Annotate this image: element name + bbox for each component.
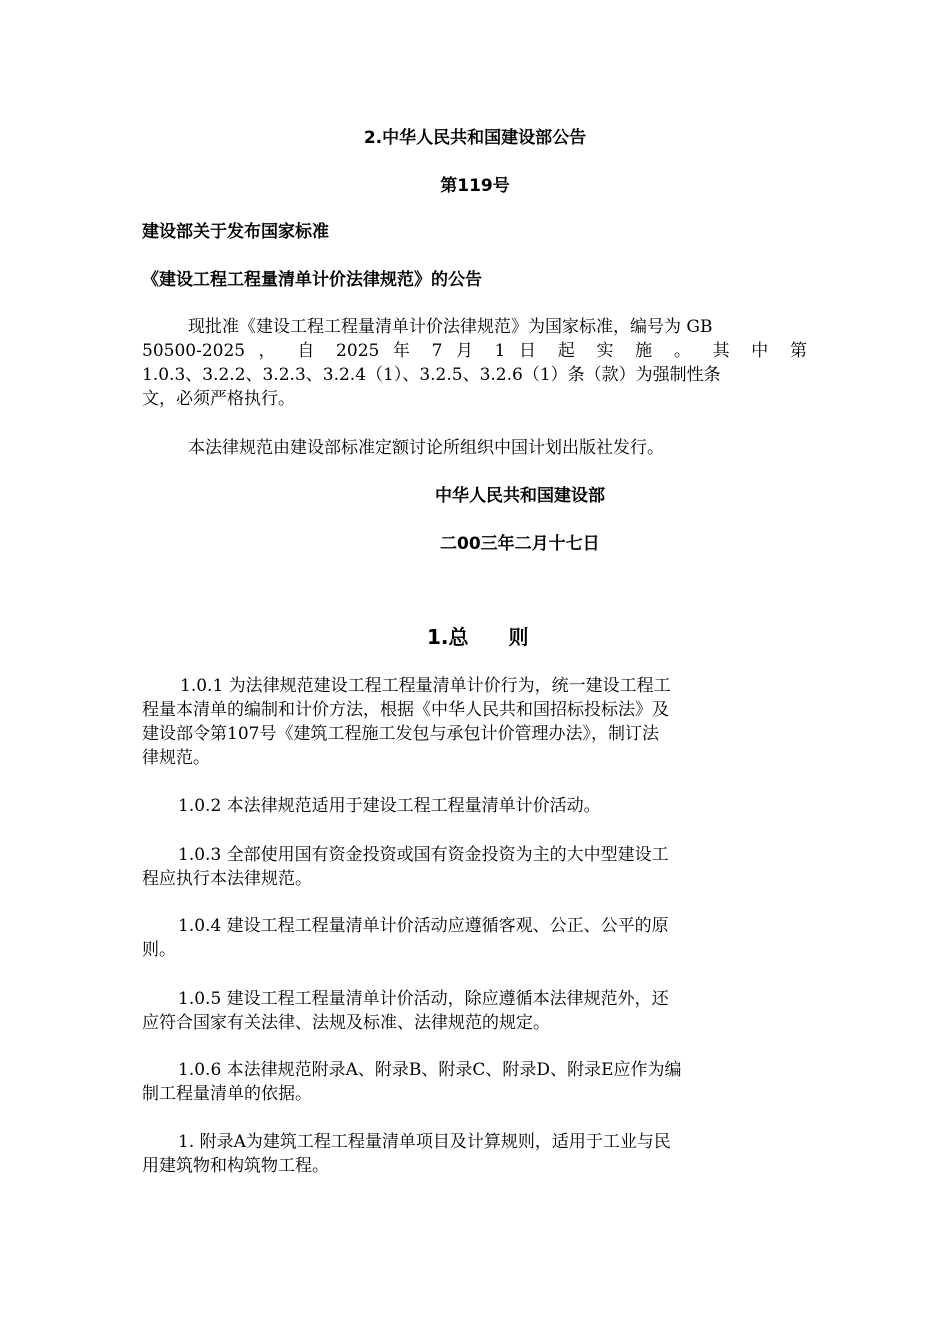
clause-1-0-3 xyxy=(142,843,752,891)
text-line: 建设部令第107号《建筑工程施工发包与承包计价管理办法》，制订法 xyxy=(142,724,659,744)
clause-1-0-2 xyxy=(142,794,752,818)
notice-body-paragraph-2: 本法律规范由建设部标准定额讨论所组织中国计划出版社发行。 xyxy=(188,438,664,458)
text-line: 程量本清单的编制和计价方法，根据《中华人民共和国招标投标法》及 xyxy=(142,700,669,720)
appendix-a-item xyxy=(142,1130,752,1178)
clause-1-0-1 xyxy=(142,674,752,770)
text-line: 1.0.3 全部使用国有资金投资或国有资金投资为主的大中型建设工 xyxy=(178,845,669,865)
text-line: 1.0.4 建设工程工程量清单计价活动应遵循客观、公正、公平的原 xyxy=(178,916,669,936)
text-line: 现批准《建设工程工程量清单计价法律规范》为国家标准，编号为 GB xyxy=(188,317,713,337)
clause-1-0-5 xyxy=(142,987,752,1035)
text-line: 律规范。 xyxy=(142,748,210,768)
notice-issuer: 中华人民共和国建设部 xyxy=(435,486,605,506)
text-line: 程应执行本法律规范。 xyxy=(142,869,312,889)
text-line: 1.0.6 本法律规范附录A、附录B、附录C、附录D、附录E应作为编 xyxy=(178,1060,682,1080)
text-line: 1. 附录A为建筑工程工程量清单项目及计算规则，适用于工业与民 xyxy=(178,1132,671,1152)
text-line: 文，必须严格执行。 xyxy=(142,389,295,409)
notice-title: 2.中华人民共和国建设部公告 xyxy=(363,128,587,148)
text-line: 应符合国家有关法律、法规及标准、法律规范的规定。 xyxy=(142,1013,550,1033)
text-line: 1.0.1 为法律规范建设工程工程量清单计价行为，统一建设工程工 xyxy=(180,676,671,696)
text-line: 1.0.3、3.2.2、3.2.3、3.2.4（1）、3.2.5、3.2.6（1）条（款）为强制性条 xyxy=(142,365,721,385)
text-line: 50500-2025 ， 自 2025 年 7 月 1 日 起 实 施 。 其 中 第 xyxy=(142,341,807,361)
text-line: 制工程量清单的依据。 xyxy=(142,1084,312,1104)
text-line: 1.0.5 建设工程工程量清单计价活动，除应遵循本法律规范外，还 xyxy=(178,989,669,1009)
chapter-heading: 1.总 则 xyxy=(427,625,529,649)
notice-date: 二00三年二月十七日 xyxy=(440,534,600,554)
text-line: 则。 xyxy=(142,940,176,960)
text-line: 用建筑物和构筑物工程。 xyxy=(142,1156,329,1176)
notice-subtitle-1: 建设部关于发布国家标准 xyxy=(142,222,329,242)
notice-subtitle-2: 《建设工程工程量清单计价法律规范》的公告 xyxy=(142,270,482,290)
notice-body-paragraph-1 xyxy=(142,315,807,411)
text-line: 1.0.2 本法律规范适用于建设工程工程量清单计价活动。 xyxy=(178,796,601,816)
clause-1-0-6 xyxy=(142,1058,752,1106)
clause-1-0-4 xyxy=(142,914,752,962)
notice-number: 第119号 xyxy=(440,176,510,196)
